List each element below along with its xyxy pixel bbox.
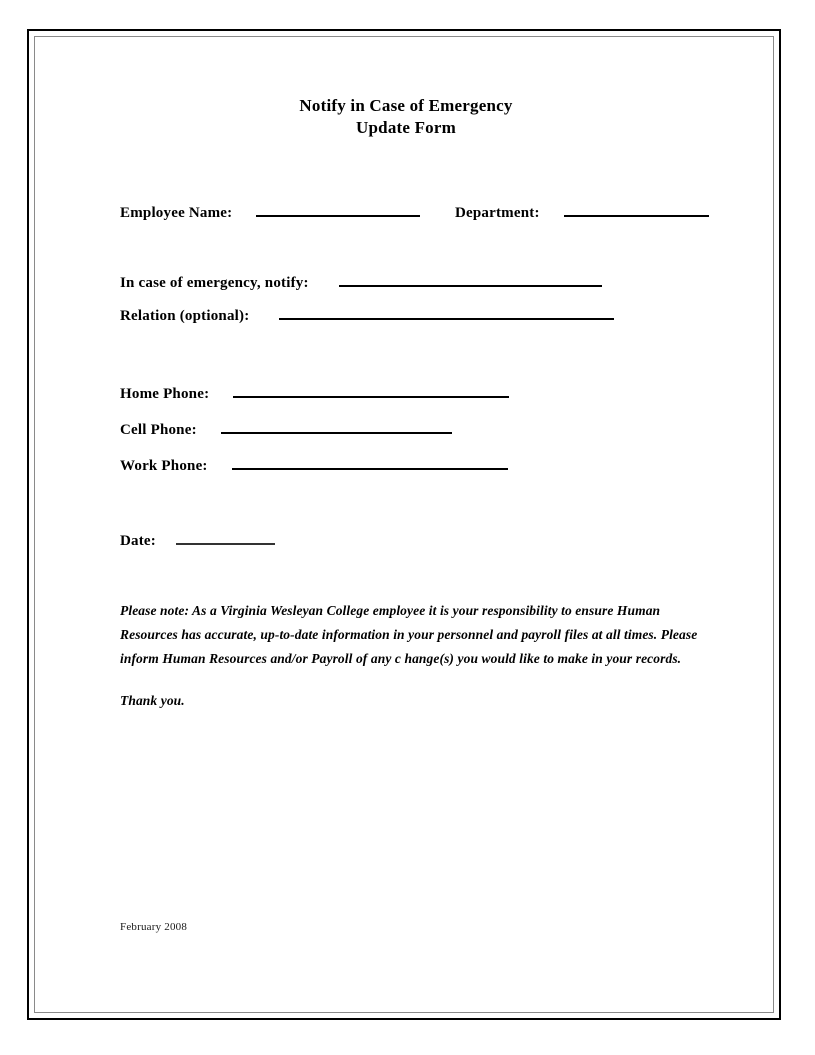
page-title (29, 95, 783, 139)
cell-phone-input[interactable] (221, 420, 452, 434)
revision-date: February 2008 (120, 921, 188, 933)
date-row (120, 531, 275, 553)
cell-phone-row (120, 420, 452, 442)
department-label: Department: (455, 205, 540, 221)
emergency-notify-row (120, 273, 602, 295)
home-phone-input[interactable] (233, 384, 509, 398)
note-line-2: Resources has accurate, up-to-date information in your personnel and payroll files at all times. Please (120, 627, 698, 642)
date-input[interactable] (176, 531, 275, 545)
department-input[interactable] (564, 203, 709, 217)
work-phone-label: Work Phone: (120, 458, 208, 474)
work-phone-input[interactable] (232, 456, 508, 470)
emergency-notify-label: In case of emergency, notify: (120, 275, 309, 291)
form-sheet (29, 31, 783, 1022)
emergency-notify-input[interactable] (339, 273, 602, 287)
relation-input[interactable] (279, 306, 614, 320)
home-phone-row (120, 384, 509, 406)
relation-row (120, 306, 614, 328)
title-line-2: Update Form (356, 118, 456, 137)
note-line-1: Please note: As a Virginia Wesleyan College employee it is your responsibility to ensure Human (120, 603, 661, 618)
thank-you-text: Thank you. (120, 693, 185, 708)
note-line-3: inform Human Resources and/or Payroll of any c hange(s) you would like to make in your records. (120, 651, 682, 666)
page-border-frame (27, 29, 781, 1020)
work-phone-row (120, 456, 508, 478)
employee-name-label: Employee Name: (120, 205, 233, 221)
title-line-1: Notify in Case of Emergency (299, 96, 513, 115)
home-phone-label: Home Phone: (120, 386, 210, 402)
please-note-paragraph (120, 599, 705, 671)
relation-label: Relation (optional): (120, 308, 250, 324)
date-label: Date: (120, 533, 156, 549)
department-row (455, 203, 709, 225)
cell-phone-label: Cell Phone: (120, 422, 197, 438)
employee-name-input[interactable] (256, 203, 420, 217)
employee-name-row (120, 203, 420, 225)
